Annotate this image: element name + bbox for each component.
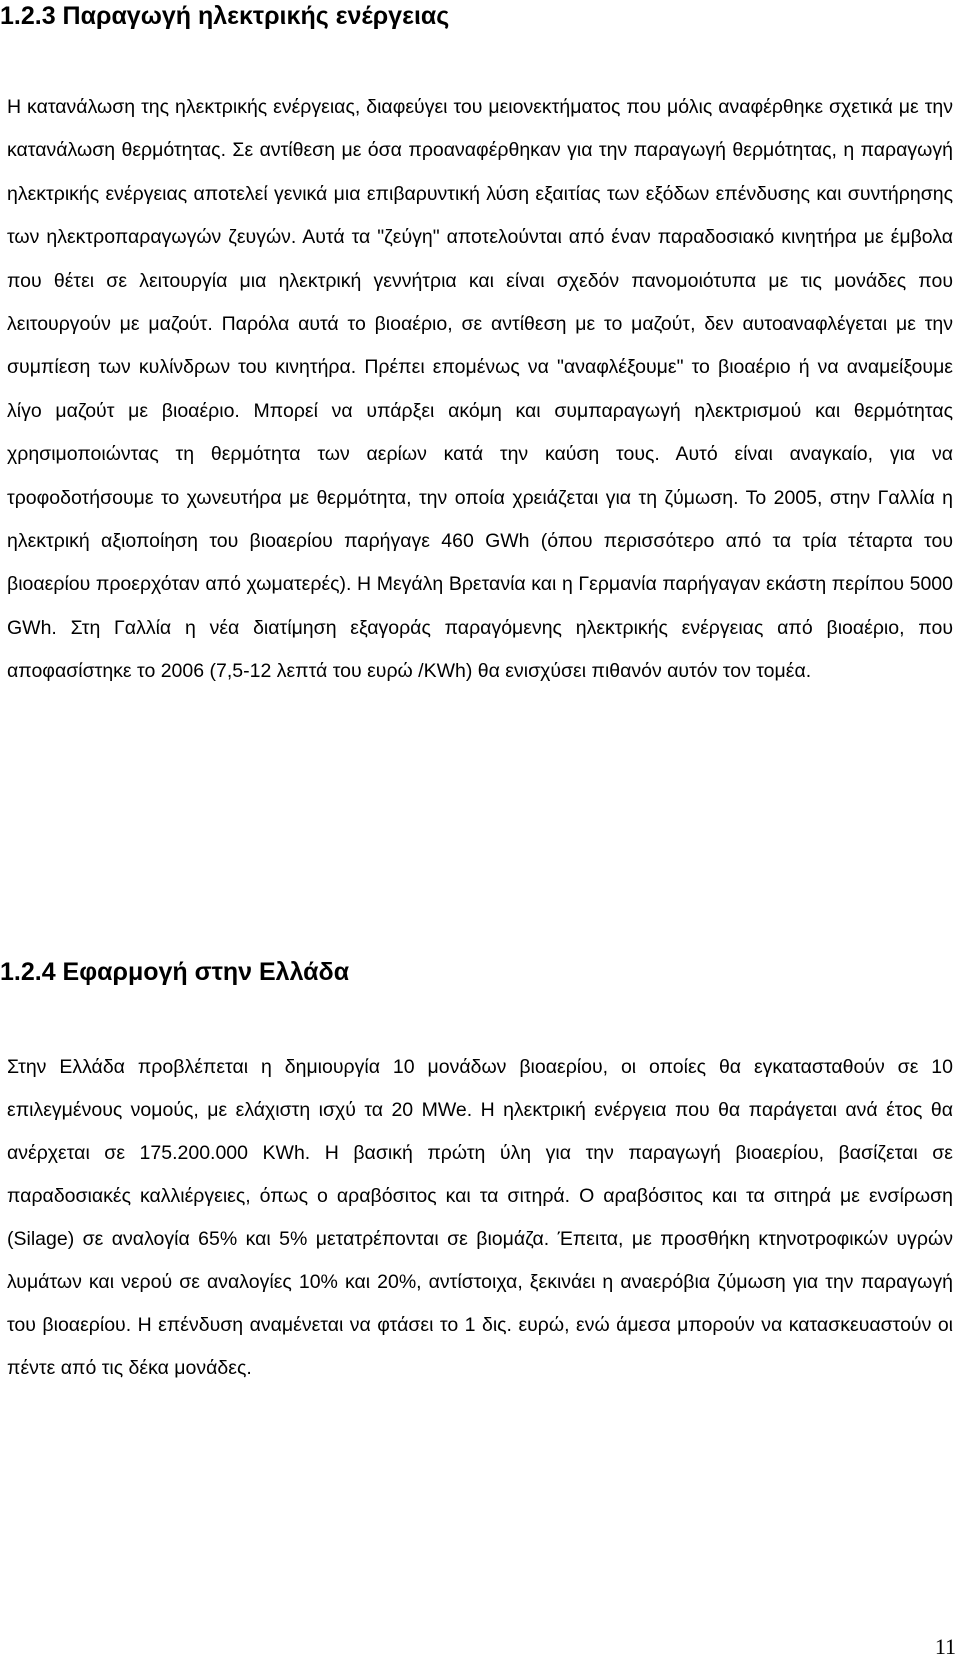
section-paragraph-greece: Στην Ελλάδα προβλέπεται η δημιουργία 10 μονάδων βιοαερίου, οι οποίες θα εγκατασταθούν σε 10 επιλεγμένους νομούς, με ελάχιστη ισχύ τα 20 MWe. Η ηλεκτρική ενέργεια που θα παράγεται ανά έτος θα ανέρχεται σε 175.200.000 KWh. Η βασική πρώτη ύλη για την παραγωγή βιοαερίου, βασίζεται σε παραδοσιακές καλλιέργειες, όπως ο αραβόσιτος και τα σιτηρά. Ο αραβόσιτος και τα σιτηρά με ενσίρωση (Silage) σε αναλογία 65% και 5% μετατρέπονται σε βιομάζα. Έπειτα, με προσθήκη κτηνοτροφικών υγρών λυμάτων και νερού σε αναλογίες 10% και 20%, αντίστοιχα, ξεκινάει η αναερόβια ζύμωση για την παραγωγή του βιοαερίου. Η επένδυση αναμένεται να φτάσει το 1 δις. ευρώ, ενώ άμεσα μπορούν να κατασκευαστούν οι πέντε από τις δέκα μονάδες. [7,1056,953,1379]
page-number: 11 [934,1634,956,1659]
section-heading-1-2-4: 1.2.4 Εφαρμογή στην Ελλάδα [0,958,350,986]
section-paragraph-electricity: Η κατανάλωση της ηλεκτρικής ενέργειας, διαφεύγει του μειονεκτήματος που μόλις αναφέρθηκε σχετικά με την κατανάλωση θερμότητας. Σε αντίθεση με όσα προαναφέρθηκαν για την παραγωγή θερμότητας, η παραγωγή ηλεκτρικής ενέργειας αποτελεί γενικά μια επιβαρυντική λύση εξαιτίας των εξόδων επένδυσης και συντήρησης των ηλεκτροπαραγωγών ζευγών. Αυτά τα "ζεύγη" αποτελούνται από έναν παραδοσιακό κινητήρα με έμβολα που θέτει σε λειτουργία μια ηλεκτρική γεννήτρια και είναι σχεδόν πανομοιότυπα με τις μονάδες που λειτουργούν με μαζούτ. Παρόλα αυτά το βιοαέριο, σε αντίθεση με το μαζούτ, δεν αυτοαναφλέγεται με την συμπίεση των κυλίνδρων του κινητήρα. Πρέπει επομένως να "αναφλέξουμε" το βιοαέριο ή να αναμείξουμε λίγο μαζούτ με βιοαέριο. Μπορεί να υπάρξει ακόμη και συμπαραγωγή ηλεκτρισμού και θερμότητας χρησιμοποιώντας τη θερμότητα των αερίων κατά την καύση τους. Αυτό είναι αναγκαίο, για να τροφοδοτήσουμε το χωνευτήρα με θερμότητα, την οποία χρειάζεται για τη ζύμωση. Το 2005, στην Γαλλία η ηλεκτρική αξιοποίηση του βιοαερίου παρήγαγε 460 GWh (όπου περισσότερο από τα τρία τέταρτα του βιοαερίου προερχόταν από χωματερές). Η Μεγάλη Βρετανία και η Γερμανία παρήγαγαν εκάστη περίπου 5000 GWh. Στη Γαλλία η νέα διατίμηση εξαγοράς παραγόμενης ηλεκτρικής ενέργειας από βιοαέριο, που αποφασίστηκε το 2006 (7,5-12 λεπτά του ευρώ /KWh) θα ενισχύσει πιθανόν αυτόν τον τομέα. [7,96,953,683]
section-heading-1-2-3: 1.2.3 Παραγωγή ηλεκτρικής ενέργειας [0,2,450,30]
